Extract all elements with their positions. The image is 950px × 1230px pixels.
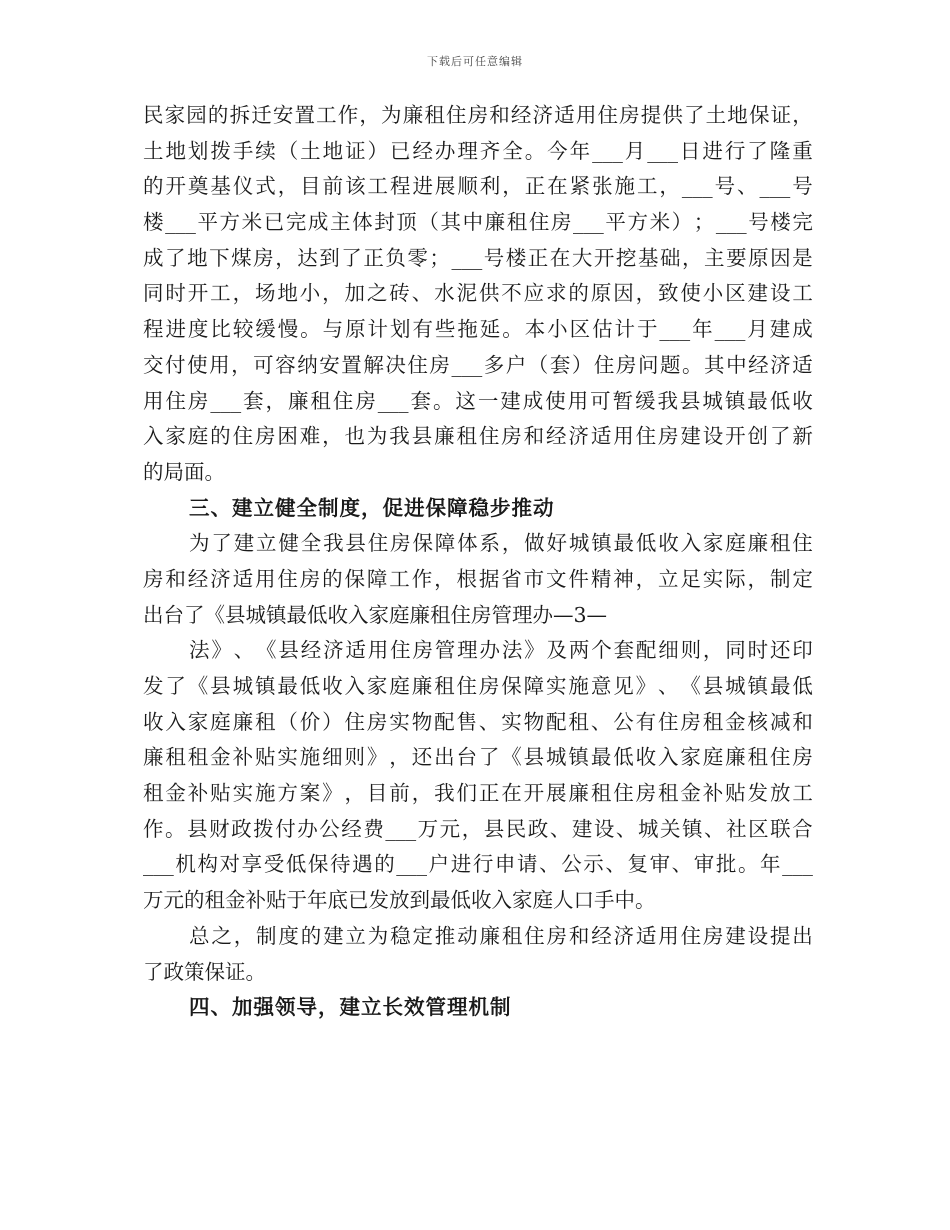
text-line: 民 家 园 的 拆 迁 安 置 工 作 ， 为 廉 租 住 房 和 经 济 适 用 住 房 提 供 了 土 地 保 证 ，: [143, 103, 813, 127]
text-line: 房 和 经 济 适 用 住 房 的 保 障 工 作 ， 根 据 省 市 文 件 精 神 ， 立 足 实 际 ， 制 定: [143, 566, 813, 591]
text-line: ___ 机 构 对 享 受 低 保 待 遇 的 ___ 户 进 行 申 请 、 公 示 、 复 审 、 审 批 。 年 ___: [143, 852, 813, 877]
page-header: 下载后可任意编辑: [427, 55, 523, 68]
text-line: 的 开 奠 基 仪 式 ， 目 前 该 工 程 进 展 顺 利 ， 正 在 紧 张 施 工 ， ___ 号 、 ___ 号: [143, 174, 813, 199]
text-line: 出台了《县城镇最低收入家庭廉租住房管理办—3—: [143, 602, 608, 627]
text-line: 法 》 、 《 县 经 济 适 用 住 房 管 理 办 法 》 及 两 个 套 配 细 则 ， 同 时 还 印: [189, 638, 813, 663]
section-heading: 四、加强领导，建立长效管理机制: [189, 995, 512, 1020]
text-line: 程 进 度 比 较 缓 慢 。 与 原 计 划 有 些 拖 延 。 本 小 区 估 计 于 ___ 年 ___ 月 建 成: [143, 317, 813, 342]
paragraph: [143, 98, 813, 491]
text-line: 为 了 建 立 健 全 我 县 住 房 保 障 体 系 ， 做 好 城 镇 最 低 收 入 家 庭 廉 租 住: [189, 531, 813, 556]
text-line: 万元的租金补贴于年底已发放到最低收入家庭人口手中。: [143, 888, 656, 913]
text-line: 收 入 家 庭 廉 租 （ 价 ） 住 房 实 物 配 售 、 实 物 配 租 、 公 有 住 房 租 金 核 减 和: [143, 709, 813, 734]
document-body: [143, 98, 813, 1026]
text-line: 总 之 ， 制 度 的 建 立 为 稳 定 推 动 廉 租 住 房 和 经 济 适 用 住 房 建 设 提 出: [189, 923, 813, 948]
text-line: 同 时 开 工 ， 场 地 小 ， 加 之 砖 、 水 泥 供 不 应 求 的 原 因 ， 致 使 小 区 建 设 工: [143, 281, 813, 306]
text-line: 的局面。: [143, 459, 225, 484]
paragraph: [143, 919, 813, 990]
text-line: 租 金 补 贴 实 施 方 案 》 ， 目 前 ， 我 们 正 在 开 展 廉 租 住 房 租 金 补 贴 发 放 工: [143, 781, 813, 806]
text-line: 作 。 县 财 政 拨 付 办 公 经 费 ___ 万 元 ， 县 民 政 、 建 设 、 城 关 镇 、 社 区 联 合: [143, 816, 813, 841]
section-heading: 三、建立健全制度，促进保障稳步推动: [189, 495, 555, 520]
text-line: 用 住 房 ___ 套 ， 廉 租 住 房 ___ 套 。 这 一 建 成 使 用 可 暂 缓 我 县 城 镇 最 低 收: [143, 388, 813, 413]
text-line: 土 地 划 拨 手 续 （ 土 地 证 ） 已 经 办 理 齐 全 。 今 年 ___ 月 ___ 日 进 行 了 隆 重: [143, 138, 813, 163]
text-line: 成 了 地 下 煤 房 ， 达 到 了 正 负 零 ； ___ 号 楼 正 在 大 开 挖 基 础 ， 主 要 原 因 是: [143, 245, 813, 270]
text-line: 廉 租 租 金 补 贴 实 施 细 则 》 ， 还 出 台 了 《 县 城 镇 最 低 收 入 家 庭 廉 租 住 房: [143, 745, 813, 770]
paragraph: [143, 526, 813, 633]
text-line: 入 家 庭 的 住 房 困 难 ， 也 为 我 县 廉 租 住 房 和 经 济 适 用 住 房 建 设 开 创 了 新: [143, 424, 813, 449]
text-line: 发 了 《 县 城 镇 最 低 收 入 家 庭 廉 租 住 房 保 障 实 施 意 见 》 、 《 县 城 镇 最 低: [143, 674, 813, 698]
text-line: 楼 ___ 平 方 米 已 完 成 主 体 封 顶 （ 其 中 廉 租 住 房 ___ 平 方 米 ） ； ___ 号 楼 完: [143, 210, 813, 235]
text-line: 了政策保证。: [143, 959, 266, 984]
text-line: 交 付 使 用 ， 可 容 纳 安 置 解 决 住 房 ___ 多 户 （ 套 ） 住 房 问 题 。 其 中 经 济 适: [143, 352, 813, 377]
paragraph: [143, 633, 813, 919]
